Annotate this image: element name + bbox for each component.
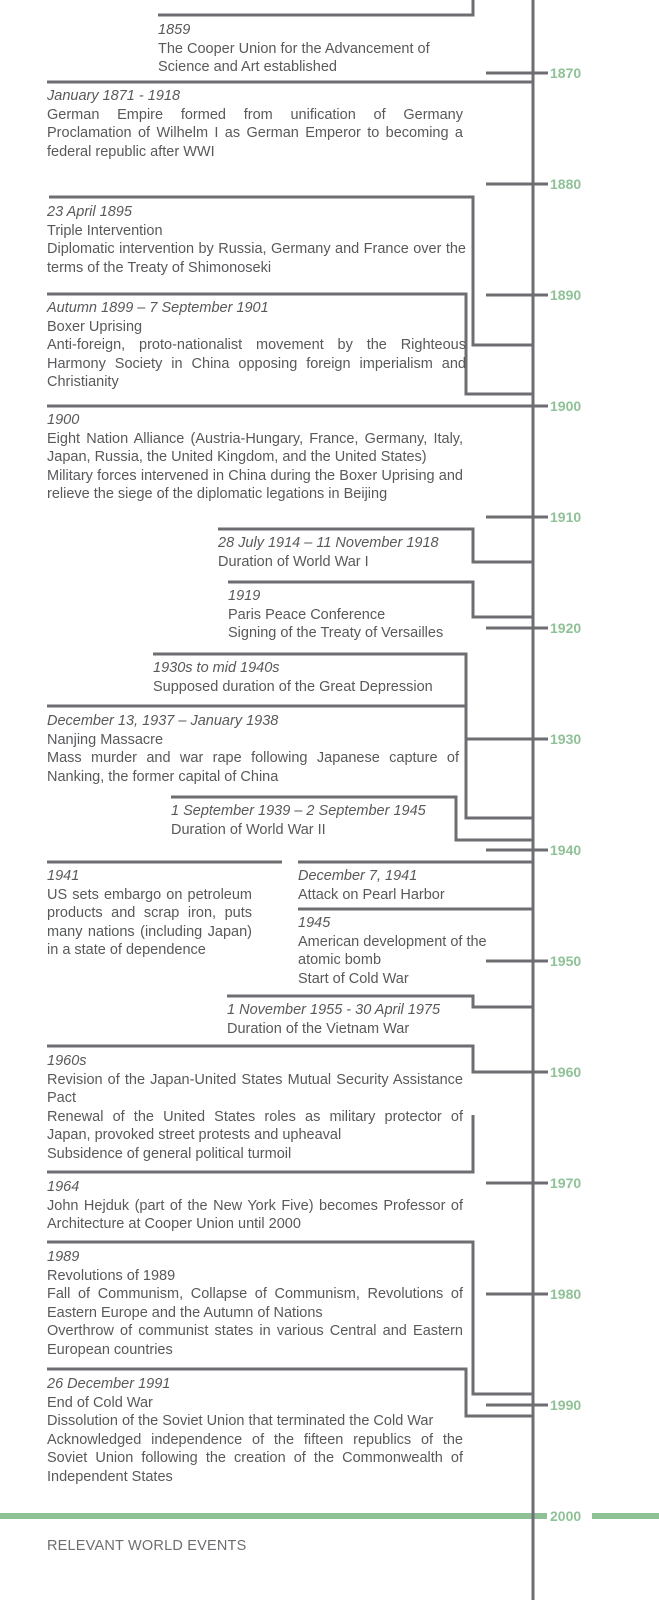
event-date: 1 November 1955 - 30 April 1975 — [227, 1002, 441, 1018]
event-date: Autumn 1899 – 7 September 1901 — [47, 300, 269, 316]
event-date: December 7, 1941 — [298, 868, 418, 884]
event-date: 1859 — [158, 22, 191, 38]
year-label: 1980 — [550, 1286, 582, 1302]
event-paris-peace — [228, 587, 468, 643]
event-date: 26 December 1991 — [47, 1376, 171, 1392]
event-text: Supposed duration of the Great Depression — [153, 678, 433, 695]
event-1859 — [158, 21, 468, 77]
year-label: 1870 — [550, 65, 582, 81]
event-title: Revision of the Japan-United States Mutual Security Assistance Pact — [47, 1071, 463, 1106]
event-date: 23 April 1895 — [47, 204, 132, 220]
event-date: 1989 — [47, 1249, 80, 1265]
event-text: Fall of Communism, Collapse of Communism, Revolutions of Eastern Europe and the Autumn of Nations — [47, 1286, 463, 1321]
event-title: Nanjing Massacre — [47, 731, 164, 748]
event-john-hejduk — [47, 1178, 463, 1234]
event-title: American development of the atomic bomb — [298, 933, 487, 968]
year-label: 1920 — [550, 620, 582, 636]
year-label: 1930 — [550, 731, 582, 747]
event-date: 1919 — [228, 588, 261, 604]
event-text: The Cooper Union for the Advancement of Science and Art established — [158, 40, 430, 75]
event-text: Military forces intervened in China during the Boxer Uprising and relieve the siege of the diplomatic legations in Beijing — [47, 467, 463, 502]
event-title: Eight Nation Alliance (Austria-Hungary, France, Germany, Italy, Japan, Russia, the United Kingdom, and the United States) — [47, 430, 463, 465]
year-label: 2000 — [550, 1508, 582, 1524]
year-label: 1940 — [550, 842, 582, 858]
event-vietnam-war — [227, 1001, 479, 1038]
event-text: Duration of the Vietnam War — [227, 1020, 410, 1037]
event-german-empire — [47, 87, 463, 161]
event-nanjing-massacre — [47, 712, 459, 786]
section-label: RELEVANT WORLD EVENTS — [47, 1538, 247, 1554]
event-title: Boxer Uprising — [47, 318, 143, 335]
year-label: 1880 — [550, 176, 582, 192]
year-label: 1970 — [550, 1175, 582, 1191]
event-date: 1941 — [47, 868, 80, 884]
event-text: German Empire formed from unification of Germany Proclamation of Wilhelm I as German Emperor to becoming a federal republic after WWI — [47, 106, 463, 160]
event-text: US sets embargo on petroleum products and scrap iron, puts many nations (including Japan) in a state of dependence — [47, 886, 252, 958]
event-great-depression — [153, 659, 465, 696]
event-date: 1 September 1939 – 2 September 1945 — [171, 803, 426, 819]
event-security-pact — [47, 1052, 463, 1163]
event-text: John Hejduk (part of the New York Five) becomes Professor of Architecture at Cooper Union until 2000 — [47, 1197, 463, 1232]
event-text: Acknowledged independence of the fifteen republics of the Soviet Union following the creation of the Commonwealth of Independent States — [47, 1431, 463, 1485]
event-wwii — [171, 802, 455, 839]
event-text: Duration of World War II — [171, 821, 326, 838]
event-us-embargo — [47, 867, 252, 960]
year-label: 1910 — [550, 509, 582, 525]
year-label: 1900 — [550, 398, 582, 414]
event-date: 1930s to mid 1940s — [153, 660, 280, 676]
event-date: 28 July 1914 – 11 November 1918 — [218, 535, 439, 551]
event-text: Subsidence of general political turmoil — [47, 1145, 292, 1162]
event-pearl-harbor — [298, 867, 498, 904]
event-title: Paris Peace Conference — [228, 606, 386, 623]
connector-1859 — [158, 0, 473, 15]
event-title: End of Cold War — [47, 1394, 153, 1411]
event-text: Start of Cold War — [298, 970, 409, 987]
event-atomic-bomb — [298, 914, 488, 988]
event-date: 1900 — [47, 412, 80, 428]
year-label: 1950 — [550, 953, 582, 969]
event-eight-nation-alliance — [47, 411, 463, 504]
event-text: Diplomatic intervention by Russia, Germany and France over the terms of the Treaty of Shimonoseki — [47, 241, 466, 276]
event-text: Signing of the Treaty of Versailles — [228, 625, 444, 641]
event-triple-intervention — [47, 203, 466, 277]
event-title: Revolutions of 1989 — [47, 1267, 176, 1284]
year-label: 1960 — [550, 1064, 582, 1080]
event-revolutions-1989 — [47, 1248, 463, 1359]
event-date: 1945 — [298, 915, 331, 931]
event-text: Renewal of the United States roles as military protector of Japan, provoked street protests and upheaval — [47, 1108, 463, 1143]
event-text: Mass murder and war rape following Japanese capture of Nanking, the former capital of China — [47, 750, 459, 785]
event-date: 1960s — [47, 1053, 87, 1069]
event-title: Triple Intervention — [47, 222, 163, 239]
year-label: 1890 — [550, 287, 582, 303]
event-text: Attack on Pearl Harbor — [298, 886, 445, 903]
event-text: Dissolution of the Soviet Union that terminated the Cold War — [47, 1413, 434, 1429]
event-text: Overthrow of communist states in various Central and Eastern European countries — [47, 1323, 463, 1358]
year-label: 1990 — [550, 1397, 582, 1413]
event-end-cold-war — [47, 1375, 463, 1486]
event-date: 1964 — [47, 1179, 80, 1195]
event-date: January 1871 - 1918 — [47, 88, 181, 104]
event-boxer-uprising — [47, 299, 466, 392]
event-text: Anti-foreign, proto-nationalist movement by the Righteous Harmony Society in China opposing foreign imperialism and Christianity — [47, 337, 466, 390]
event-text: Duration of World War I — [218, 553, 369, 570]
event-date: December 13, 1937 – January 1938 — [47, 713, 279, 729]
event-wwi — [218, 534, 470, 571]
